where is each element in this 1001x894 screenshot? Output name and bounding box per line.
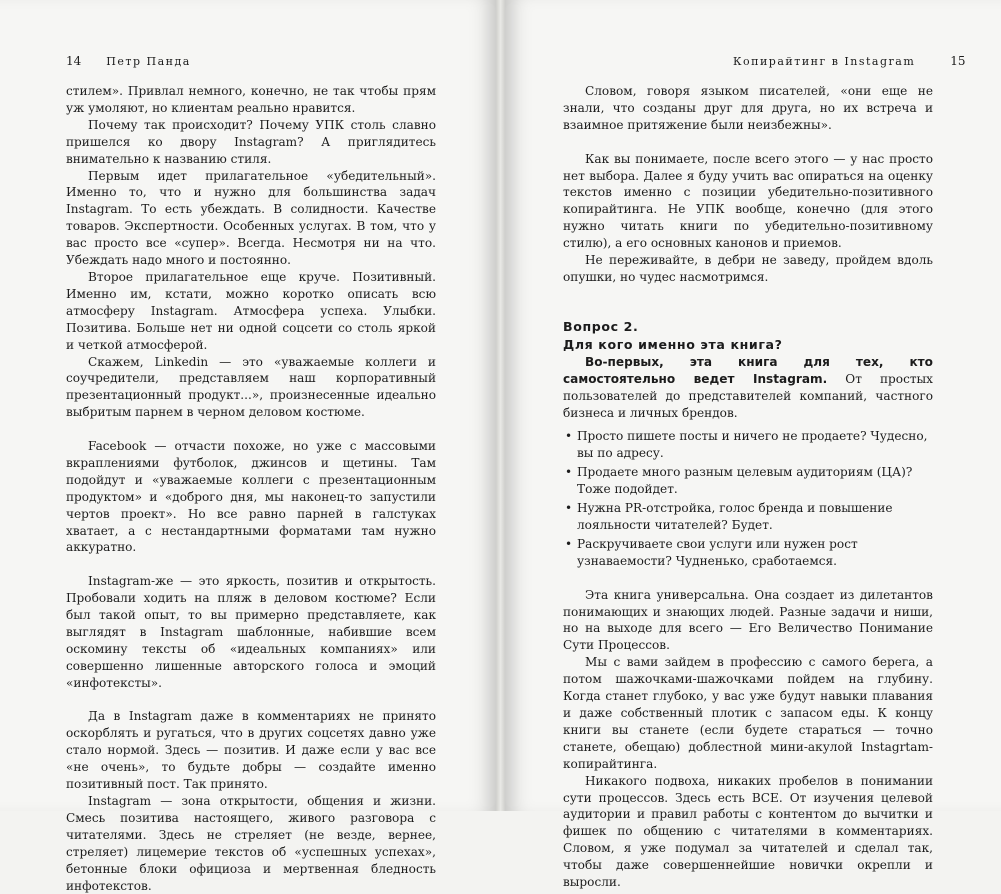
left-page-number: 14	[66, 54, 82, 68]
paragraph: Instagram-же — это яркость, позитив и открытость. Пробовали ходить на пляж в деловом костюме? Если был такой опыт, то вы примерно представляете, как выглядят в Instagram шаблонные, набившие всем оскомину тексты об «идеальных компаниях» или совершенно лишенные авторского голоса и эмоций «инфотексты».	[66, 574, 436, 690]
lead-paragraph	[563, 354, 933, 422]
bullet-item: • Продаете много разным целевым аудиториям (ЦА)? Тоже подойдет.	[563, 464, 933, 498]
paragraph: Первым идет прилагательное «убедительный». Именно то, что и нужно для большинства задач Instagram. То есть убеждать. В солидности. Качестве товаров. Экспертности. Особенных услугах. В том, что у вас просто все «супер». Всегда. Несмотря ни на что. Убеждать надо много и постоянно.	[66, 168, 436, 268]
right-running-head: Копирайтинг в Instagram	[733, 55, 916, 68]
paragraph: Да в Instagram даже в комментариях не принято оскорблять и ругаться, что в других соцсетях давно уже стало нормой. Здесь — позитив. И даже если у вас все «не очень», то будьте добры — создайте именно позитивный пост. Так принято.	[66, 709, 436, 792]
right-page-number: 15	[950, 54, 966, 68]
paragraph: Facebook — отчасти похоже, но уже с массовыми вкраплениями футболок, джинсов и щетины. Там подойдут и «уважаемые коллеги с презентационным продуктом» и «доброго дня, мы наконец-то запустили чертов проект». Но все равно парней в галстуках хватает, а с нестандартными форматами там нужно аккуратно.	[66, 439, 436, 555]
paragraph: Словом, говоря языком писателей, «они еще не знали, что созданы друг для друга, но их встреча и взаимное притяжение были неизбежны».	[563, 84, 933, 132]
paragraph: Эта книга универсальна. Она создает из дилетантов понимающих и знающих людей. Разные задачи и ниши, но на выходе для всего — Его Величество Понимание Сути Процессов.	[563, 587, 933, 653]
bullet-item: • Раскручиваете свои услуги или нужен рост узнаваемости? Чудненько, сработаемся.	[563, 536, 933, 570]
left-running-head: Петр Панда	[106, 55, 191, 68]
paragraph: Второе прилагательное еще круче. Позитивный. Именно им, кстати, можно коротко описать всю атмосферу Instagram. Атмосфера успеха. Улыбки. Позитива. Больше нет ни одной соцсети со столь яркой и четкой атмосферой.	[66, 269, 436, 352]
book-gutter	[496, 0, 505, 811]
paragraph: Никакого подвоха, никаких пробелов в понимании сути процессов. Здесь есть ВСЕ. От изучения целевой аудитории и правил работы с контентом до вычитки и фишек по общению с читателями в комментариях. Словом, я уже подумал за читателей и сделал так, чтобы даже совершеннейшие новички окрепли и выросли.	[563, 773, 933, 890]
paragraph: Не переживайте, в дебри не заведу, пройдем вдоль опушки, но чудес насмотримся.	[563, 253, 933, 284]
paragraph: Как вы понимаете, после всего этого — у нас просто нет выбора. Далее я буду учить вас опираться на оценку текстов именно с позиции убедительно-позитивного копирайтинга. Не УПК вообще, конечно (для этого нужно читать книги по убедительно-позитивному стилю), а его основных канонов и приемов.	[563, 151, 933, 251]
lead-bold-text: Во-первых, эта книга для тех, кто самостоятельно ведет Instagram.	[563, 354, 933, 386]
paragraph: стилем». Привлал немного, конечно, не так чтобы прям уж умоляют, но клиентам реально нравится.	[66, 84, 436, 115]
left-page-header	[66, 54, 191, 68]
left-page-body	[66, 83, 436, 894]
paragraph: Instagram — зона открытости, общения и жизни. Смесь позитива настоящего, живого разговора с читателями. Здесь не стреляет (не везде, вернее, стреляет) лицемерие текстов об «успешных успехах», бетонные блоки официоза и мертвенная бледность инфотекстов.	[66, 794, 436, 893]
left-page	[0, 0, 496, 893]
right-page-body	[563, 83, 933, 891]
section-heading	[563, 318, 933, 354]
section-title: Для кого именно эта книга?	[563, 336, 783, 352]
paragraph: Скажем, Linkedin — это «уважаемые коллеги и соучредители, представляем наш корпоративный презентационный продукт...», произнесенные идеально выбритым парнем в черном деловом костюме.	[66, 354, 436, 420]
paragraph: Почему так происходит? Почему УПК столь славно пришелся ко двору Instagram? А приглядитесь внимательно к названию стиля.	[66, 117, 436, 166]
bullet-item: • Нужна PR-отстройка, голос бренда и повышение лояльности читателей? Будет.	[563, 500, 933, 534]
section-label: Вопрос 2.	[563, 318, 639, 334]
lead-text: От простых пользователей до представителей компаний, частного бизнеса и личных брендов.	[563, 371, 933, 420]
right-page	[505, 0, 1001, 890]
paragraph: Мы с вами зайдем в профессию с самого берега, а потом шажочками-шажочками пойдем на глубину. Когда станет глубоко, у вас уже будут навыки плавания и даже собственный плотик с запасом еды. К концу книги вы станете (если будете стараться — точно станете, обещаю) доблестной мини-акулой Instagrtam-копирайтинга.	[563, 655, 933, 771]
bullet-item: • Просто пишете посты и ничего не продаете? Чудесно, вы по адресу.	[563, 428, 933, 462]
bullet-list	[563, 428, 933, 569]
right-page-header	[733, 54, 966, 68]
